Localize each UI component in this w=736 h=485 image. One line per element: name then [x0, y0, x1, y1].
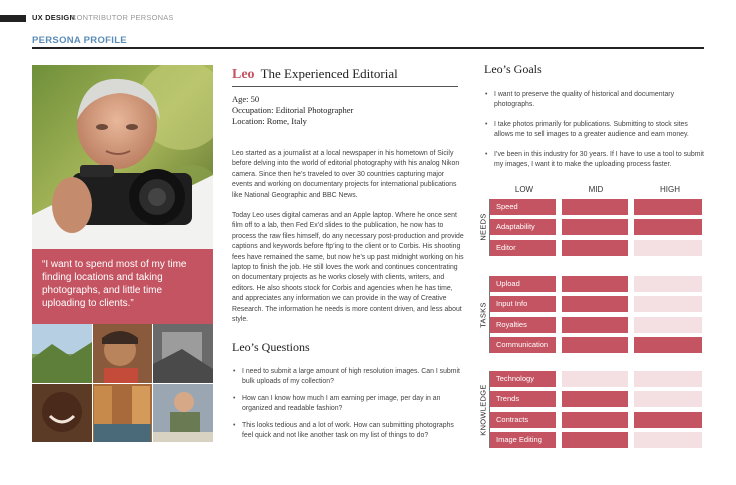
matrix-cell-high	[634, 317, 702, 333]
matrix-cell-high	[634, 296, 702, 312]
persona-quote-text: “I want to spend most of my time finding locations and taking photographs, and little time uploading to clients.”	[42, 259, 187, 309]
goal-item: • I want to preserve the quality of historical and documentary photographs.	[484, 90, 706, 111]
matrix-row	[490, 199, 702, 215]
photo-collage-art	[32, 324, 213, 442]
matrix-cell-high	[634, 240, 702, 256]
matrix-cell-mid	[562, 240, 628, 256]
matrix-row-label: Royalties	[496, 319, 527, 329]
matrix-row-label: Editor	[496, 242, 516, 252]
photo-collage	[32, 324, 213, 442]
matrix-cell-high	[634, 371, 702, 387]
matrix-cell-high	[634, 412, 702, 428]
persona-quote	[32, 249, 213, 324]
header-section: UX DESIGN	[32, 13, 76, 22]
top-bar	[0, 13, 736, 25]
matrix-row-label: Communication	[496, 340, 549, 350]
matrix-cell-high	[634, 219, 702, 235]
matrix-row-label: Trends	[496, 394, 520, 404]
matrix-cell-high	[634, 432, 702, 448]
matrix-cell-mid	[562, 296, 628, 312]
matrix-cell-low	[490, 412, 556, 428]
matrix-cell-low	[490, 317, 556, 333]
matrix-cell-low	[490, 219, 556, 235]
matrix-cell-low	[490, 276, 556, 292]
matrix-row	[490, 317, 702, 333]
goal-item: • I take photos primarily for publications. Submitting to stock sites allows me to sell images to a greater audience and earn money.	[484, 120, 706, 141]
matrix-cell-mid	[562, 276, 628, 292]
matrix-cell-low	[490, 337, 556, 353]
goals-list	[484, 90, 706, 179]
matrix-cell-mid	[562, 432, 628, 448]
matrix-row	[490, 276, 702, 292]
matrix-column-low: LOW	[514, 185, 534, 194]
persona-title: The Experienced Editorial	[260, 66, 398, 81]
matrix-cell-low	[490, 432, 556, 448]
questions-list	[232, 367, 462, 447]
matrix-cell-mid	[562, 317, 628, 333]
matrix-row	[490, 391, 702, 407]
matrix-cell-mid	[562, 412, 628, 428]
matrix-cell-low	[490, 240, 556, 256]
title-divider	[32, 47, 704, 49]
matrix-column-high: HIGH	[660, 185, 680, 194]
questions-heading: Leo’s Questions	[232, 340, 310, 354]
matrix-cell-mid	[562, 371, 628, 387]
goal-item: • I’ve been in this industry for 30 years. If I have to use a tool to submit my images, I want it to make the uploading process faster.	[484, 150, 706, 171]
matrix-cell-mid	[562, 337, 628, 353]
matrix-group-label-text: KNOWLEDGE	[478, 383, 488, 436]
question-item: • This looks tedious and a lot of work. How can submitting photographs feel quick and not like another task on my list of things to do?	[232, 421, 462, 442]
matrix-cell-low	[490, 371, 556, 387]
matrix-cell-mid	[562, 199, 628, 215]
persona-bio-paragraph-2: Today Leo uses digital cameras and an Apple laptop. Where he once sent film off to a lab, then Fed Ex’d slides to the publication, he now has to process the raw files himself, do any necessary post-production and provide captions and keywords before ftp’ing to the client or to Corbis. His shooting fees have remained the same, but now he’s up past midnight working on his laptop to finish the job. He still loves the work and continues concentrating on documentary projects as he works closely with clients, writers, and editors. He also shoots stock for Corbis and agencies when he has time, and appreciates any information we can provide in the way of Creative Research. The information he needs is more content driven, and less about style.	[232, 212, 464, 324]
matrix-row-label: Technology	[496, 374, 534, 383]
matrix-row	[490, 371, 702, 387]
matrix-group-label	[476, 371, 490, 448]
persona-name: Leo	[232, 67, 255, 82]
matrix-group-label-text: TASKS	[478, 301, 488, 328]
matrix-row	[490, 412, 702, 428]
matrix-group-label-text: NEEDS	[478, 213, 488, 242]
persona-photo-art	[32, 65, 213, 249]
matrix-row-label: Input Info	[496, 299, 528, 309]
matrix-cell-mid	[562, 391, 628, 407]
persona-bio-paragraph-1: Leo started as a journalist at a local newspaper in his hometown of Sicily before delving into the world of editorial photography with his analog Nikon camera. Since then he’s traveled to over 30 countries capturing major events and working on documentary projects for international publications like National Geographic and BBC News.	[232, 150, 460, 199]
matrix-cell-low	[490, 391, 556, 407]
matrix-row-label: Image Editing	[496, 435, 542, 445]
matrix-row	[490, 219, 702, 235]
goals-heading: Leo’s Goals	[484, 62, 542, 76]
matrix-row	[490, 432, 702, 448]
matrix-cell-low	[490, 199, 556, 215]
question-item: • I need to submit a large amount of high resolution images. Can I submit bulk uploads of my collection?	[232, 367, 462, 388]
persona-location: Location: Rome, Italy	[232, 116, 307, 126]
matrix-cell-low	[490, 296, 556, 312]
matrix-group-label	[476, 199, 490, 256]
matrix-row-label: Adaptability	[496, 222, 535, 232]
page-title: PERSONA PROFILE	[32, 35, 127, 46]
matrix-row-label: Contracts	[496, 414, 529, 424]
persona-facts	[232, 94, 353, 127]
matrix-cell-high	[634, 276, 702, 292]
matrix-cell-high	[634, 337, 702, 353]
persona-heading	[232, 65, 398, 83]
persona-occupation: Occupation: Editorial Photographer	[232, 105, 354, 115]
matrix-row	[490, 337, 702, 353]
header-subsection: CONTRIBUTOR PERSONAS	[71, 13, 174, 22]
matrix-row-label: Speed	[496, 202, 518, 211]
matrix-column-mid: MID	[588, 185, 604, 194]
matrix-row-label: Upload	[496, 279, 520, 288]
persona-photo	[32, 65, 213, 249]
matrix-cell-high	[634, 391, 702, 407]
header-block	[0, 15, 26, 22]
persona-age: Age: 50	[232, 94, 260, 104]
matrix-row	[490, 240, 702, 256]
matrix-row	[490, 296, 702, 312]
matrix-group-label	[476, 276, 490, 353]
name-divider	[232, 86, 458, 87]
matrix-cell-mid	[562, 219, 628, 235]
question-item: • How can I know how much I am earning per image, per day in an organized and readable fashion?	[232, 394, 462, 415]
matrix-cell-high	[634, 199, 702, 215]
